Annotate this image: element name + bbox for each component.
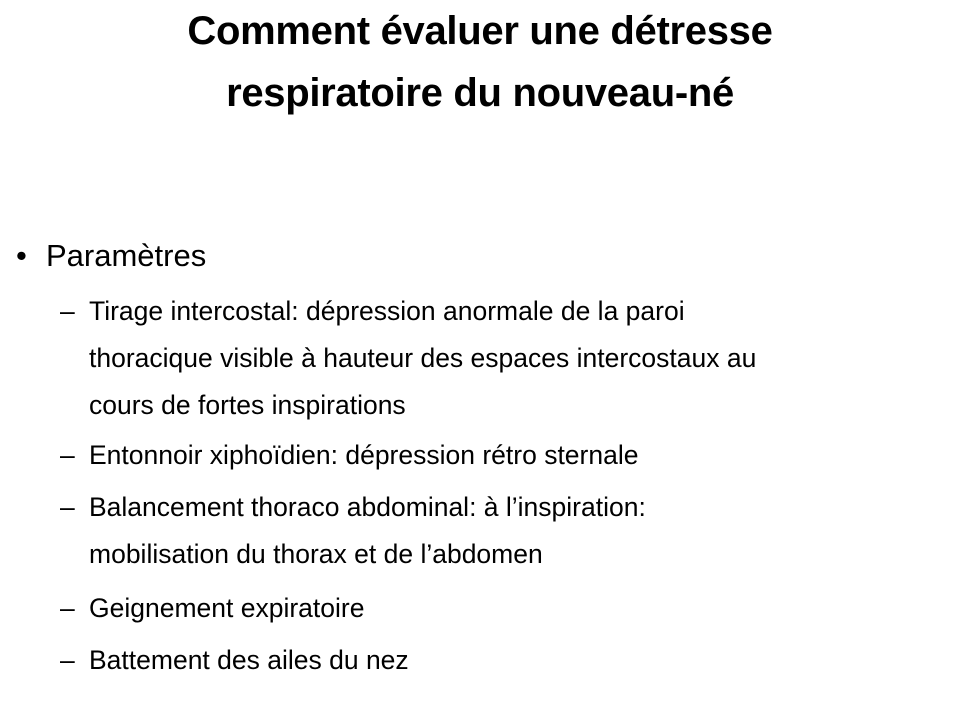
sub-item-text — [89, 288, 949, 429]
sub-item-line: Entonnoir xiphoïdien: dépression rétro sternale — [89, 440, 639, 470]
title-line-1: Comment évaluer une détresse — [187, 9, 773, 53]
sub-item-marker: – — [60, 492, 75, 522]
sub-item-text — [89, 484, 949, 578]
sub-item-line: Battement des ailes du nez — [89, 645, 409, 675]
sub-item-marker: – — [60, 296, 75, 326]
sub-item-text — [89, 432, 949, 479]
title-line-2: respiratoire du nouveau-né — [226, 71, 734, 115]
sub-item-text — [89, 585, 949, 632]
sub-item-line: cours de fortes inspirations — [89, 390, 406, 420]
sub-item-line: Tirage intercostal: dépression anormale de la paroi — [89, 296, 685, 326]
bullet-marker: • — [16, 238, 27, 273]
bullet-label: Paramètres — [46, 238, 207, 273]
sub-item-text — [89, 637, 949, 684]
sub-item-line: Geignement expiratoire — [89, 593, 365, 623]
sub-item-line: Balancement thoraco abdominal: à l’inspiration: — [89, 492, 646, 522]
sub-item-marker: – — [60, 645, 75, 675]
sub-item-line: mobilisation du thorax et de l’abdomen — [89, 539, 543, 569]
sub-item-marker: – — [60, 593, 75, 623]
sub-item-line: thoracique visible à hauteur des espaces intercostaux au — [89, 343, 757, 373]
sub-item-marker: – — [60, 440, 75, 470]
